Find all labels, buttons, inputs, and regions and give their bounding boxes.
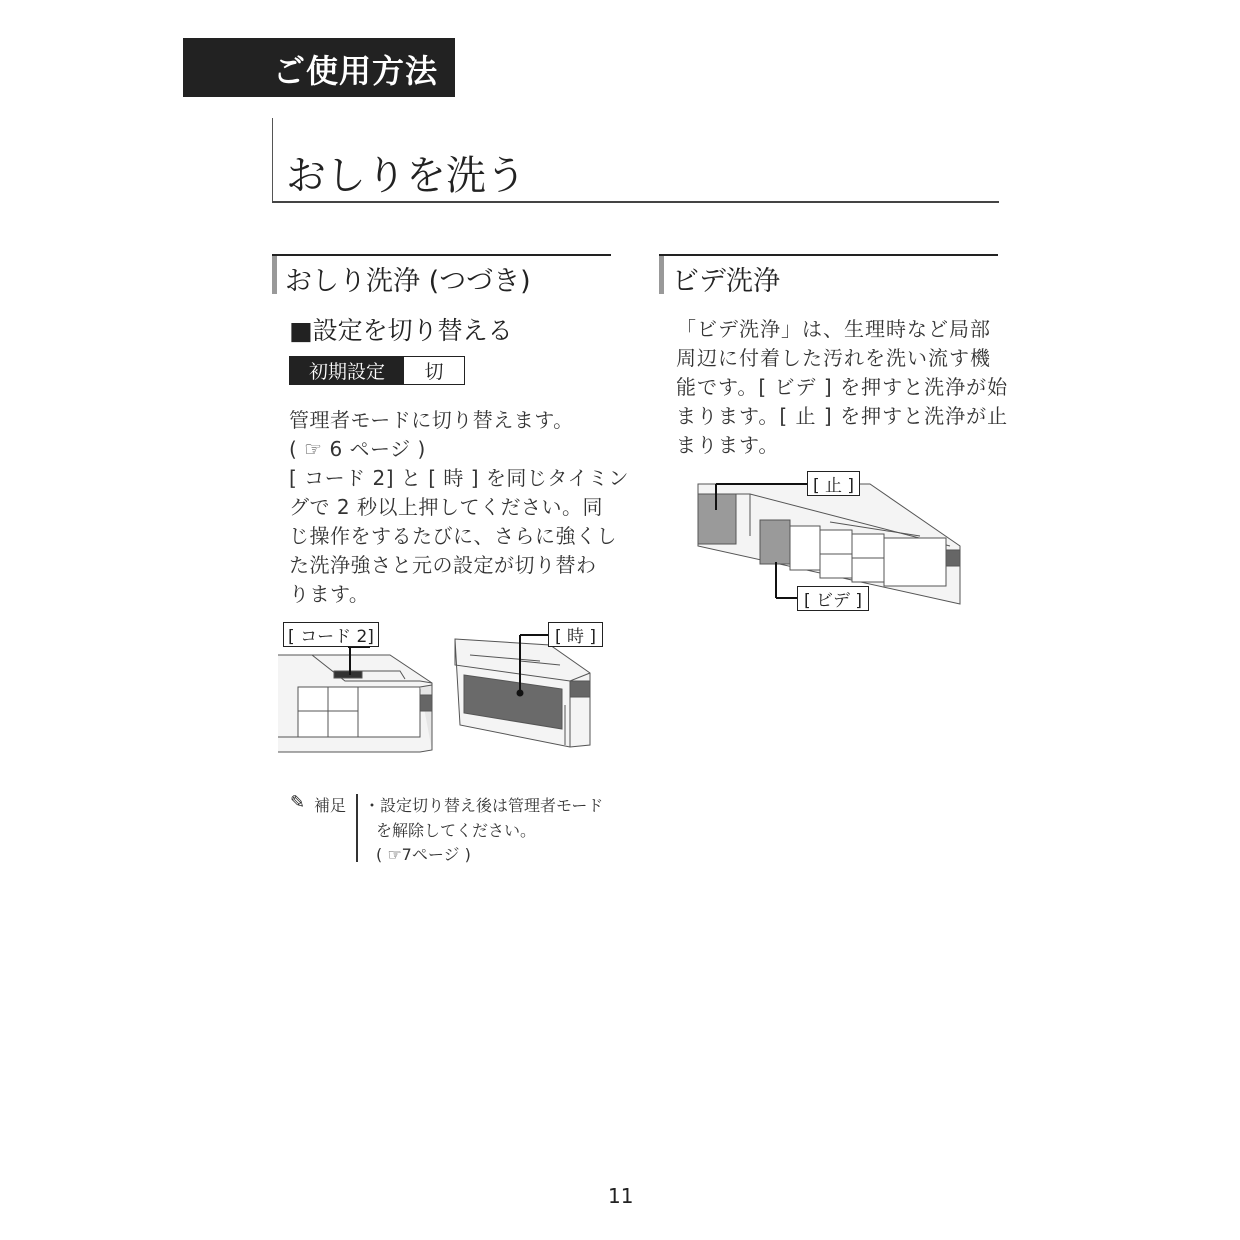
left-section-marker [272, 256, 277, 294]
initial-setting-value: 切 [424, 361, 444, 383]
initial-setting-badge [289, 356, 465, 385]
initial-setting-label: 初期設定 [290, 357, 404, 384]
title-rule-horizontal [272, 201, 999, 203]
left-body-line: た洗浄強さと元の設定が切り替わ [289, 553, 597, 577]
chapter-banner [183, 38, 455, 97]
note-rule [356, 794, 358, 862]
pencil-icon: ✎ [290, 792, 306, 813]
chapter-title: ご使用方法 [273, 52, 439, 90]
left-section-rule [272, 254, 611, 256]
right-body-line: 周辺に付着した汚れを洗い流す機 [676, 346, 991, 370]
sub-heading: ■設定を切り替える [289, 316, 513, 345]
left-body-line: じ操作をするたびに、さらに強くし [289, 524, 617, 548]
note-line: ・設定切り替え後は管理者モード [364, 796, 604, 815]
note-line: を解除してください。 [376, 821, 537, 840]
left-section-title: おしり洗浄 (つづき) [285, 266, 531, 297]
page-title: おしりを洗う [286, 153, 526, 199]
page-number: 11 [608, 1184, 634, 1208]
right-body-line: 「ビデ洗浄」は、生理時など局部 [676, 317, 991, 341]
note-line: ( ☞7ページ ) [376, 845, 471, 864]
right-section-rule [659, 254, 998, 256]
callout-code2: [ コード 2] [283, 622, 379, 647]
right-body-line: 能です。[ ビデ ] を押すと洗浄が始 [676, 375, 1009, 399]
note-label: 補足 [314, 796, 347, 815]
right-section-title: ビデ洗浄 [672, 266, 780, 297]
callout-bidet: [ ビデ ] [797, 586, 869, 611]
left-body-line: ります。 [289, 582, 370, 606]
callout-time: [ 時 ] [548, 622, 603, 647]
left-body-line: 管理者モードに切り替えます。 [289, 408, 574, 432]
callout-stop: [ 止 ] [807, 471, 860, 496]
title-rule-vertical [272, 118, 273, 202]
left-body-line: [ コード 2] と [ 時 ] を同じタイミン [289, 466, 630, 490]
right-section-marker [659, 256, 664, 294]
left-body-line: グで 2 秒以上押してください。同 [289, 495, 603, 519]
left-body-line: ( ☞ 6 ページ ) [289, 437, 426, 461]
right-body-line: まります。 [676, 433, 780, 457]
right-body-line: まります。[ 止 ] を押すと洗浄が止 [676, 404, 1009, 428]
